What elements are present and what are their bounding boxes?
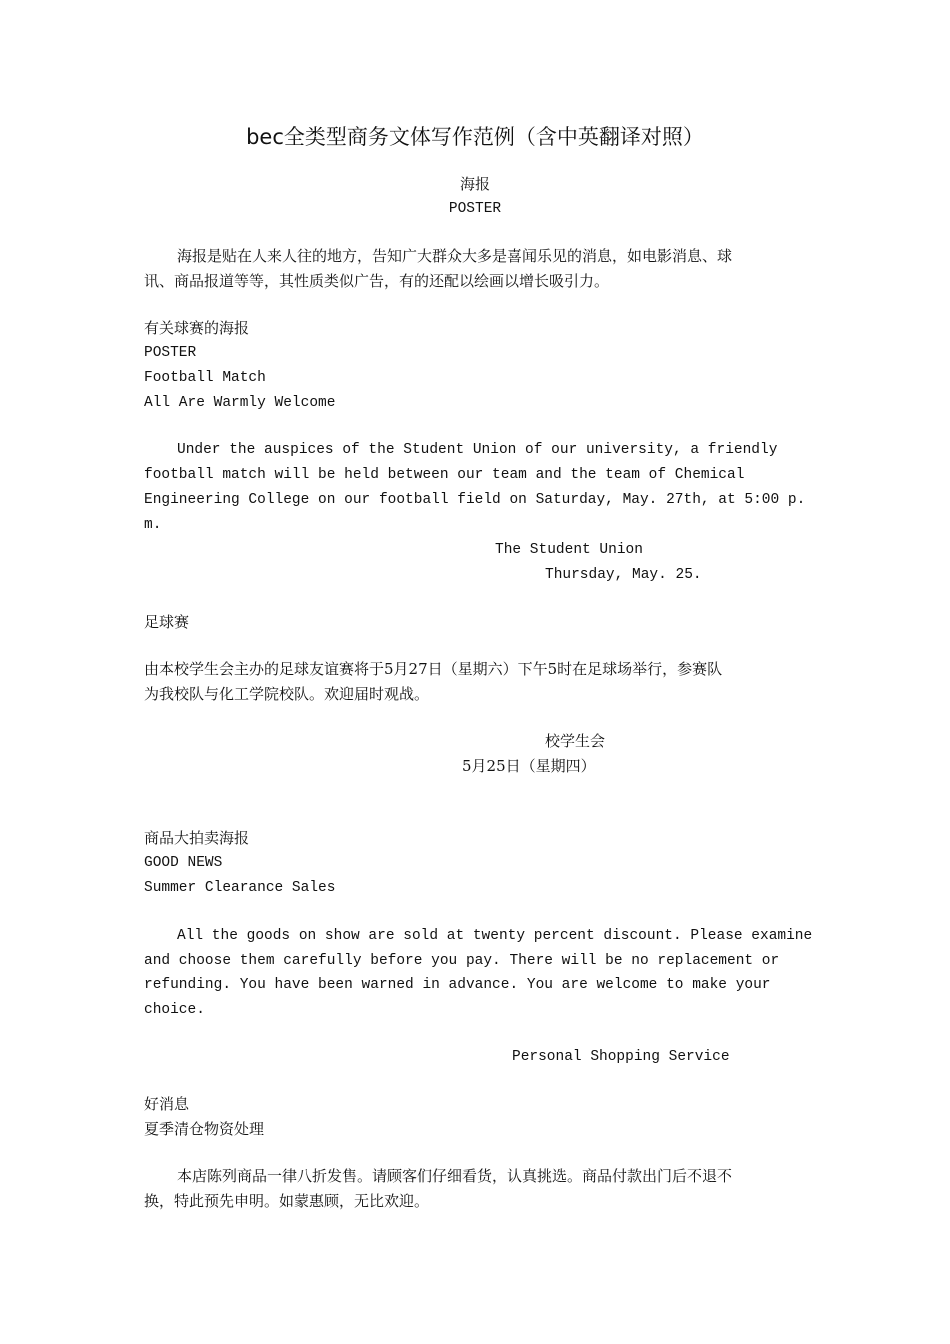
poster-heading-cn: 海报 xyxy=(459,175,490,193)
football-cn-signature: 校学生会 xyxy=(545,732,606,750)
football-welcome: All Are Warmly Welcome xyxy=(144,395,336,411)
football-body-line-3: Engineering College on our football field on Saturday, May. 27th, at 5:00 p. xyxy=(144,492,806,508)
football-body-line-4: m. xyxy=(144,517,162,533)
football-body-line-2: football match will be held between our team and the team of Chemical xyxy=(144,467,745,483)
football-name: Football Match xyxy=(144,370,266,386)
football-cn-body-line-2: 为我校队与化工学院校队。欢迎届时观战。 xyxy=(144,685,430,703)
sale-cn-body-line-2: 换，特此预先申明。如蒙惠顾，无比欢迎。 xyxy=(144,1192,430,1210)
sale-body-line-2: and choose them carefully before you pay. There will be no replacement or xyxy=(144,953,780,969)
page-title: bec全类型商务文体写作范例（含中英翻译对照） xyxy=(246,125,704,149)
football-cn-heading: 足球赛 xyxy=(144,613,190,631)
sale-name: Summer Clearance Sales xyxy=(144,880,336,896)
football-date: Thursday, May. 25. xyxy=(545,567,702,583)
sale-cn-body-line-1: 本店陈列商品一律八折发售。请顾客们仔细看货，认真挑选。商品付款出门后不退不 xyxy=(177,1167,733,1185)
sale-cn-heading-2: 夏季清仓物资处理 xyxy=(144,1120,265,1138)
football-signature: The Student Union xyxy=(495,542,643,558)
sale-label: GOOD NEWS xyxy=(144,855,223,871)
sale-body-line-4: choice. xyxy=(144,1002,205,1018)
football-cn-body-line-1: 由本校学生会主办的足球友谊赛将于5月27日（星期六）下午5时在足球场举行，参赛队 xyxy=(144,660,723,678)
sale-signature: Personal Shopping Service xyxy=(512,1049,730,1065)
sale-heading-cn: 商品大拍卖海报 xyxy=(144,829,250,847)
sale-body-line-1: All the goods on show are sold at twenty percent discount. Please examine xyxy=(177,928,813,944)
football-heading-cn: 有关球赛的海报 xyxy=(144,319,250,337)
sale-body-line-3: refunding. You have been warned in advance. You are welcome to make your xyxy=(144,977,771,993)
intro-line-1: 海报是贴在人来人往的地方，告知广大群众大多是喜闻乐见的消息，如电影消息、球 xyxy=(177,247,733,265)
sale-cn-heading-1: 好消息 xyxy=(144,1095,190,1113)
football-body-line-1: Under the auspices of the Student Union of our university, a friendly xyxy=(177,442,778,458)
football-cn-date: 5月25日（星期四） xyxy=(462,757,596,775)
intro-line-2: 讯、商品报道等等，其性质类似广告，有的还配以绘画以增长吸引力。 xyxy=(144,272,610,290)
poster-heading-en: POSTER xyxy=(448,201,502,217)
football-label: POSTER xyxy=(144,345,197,361)
